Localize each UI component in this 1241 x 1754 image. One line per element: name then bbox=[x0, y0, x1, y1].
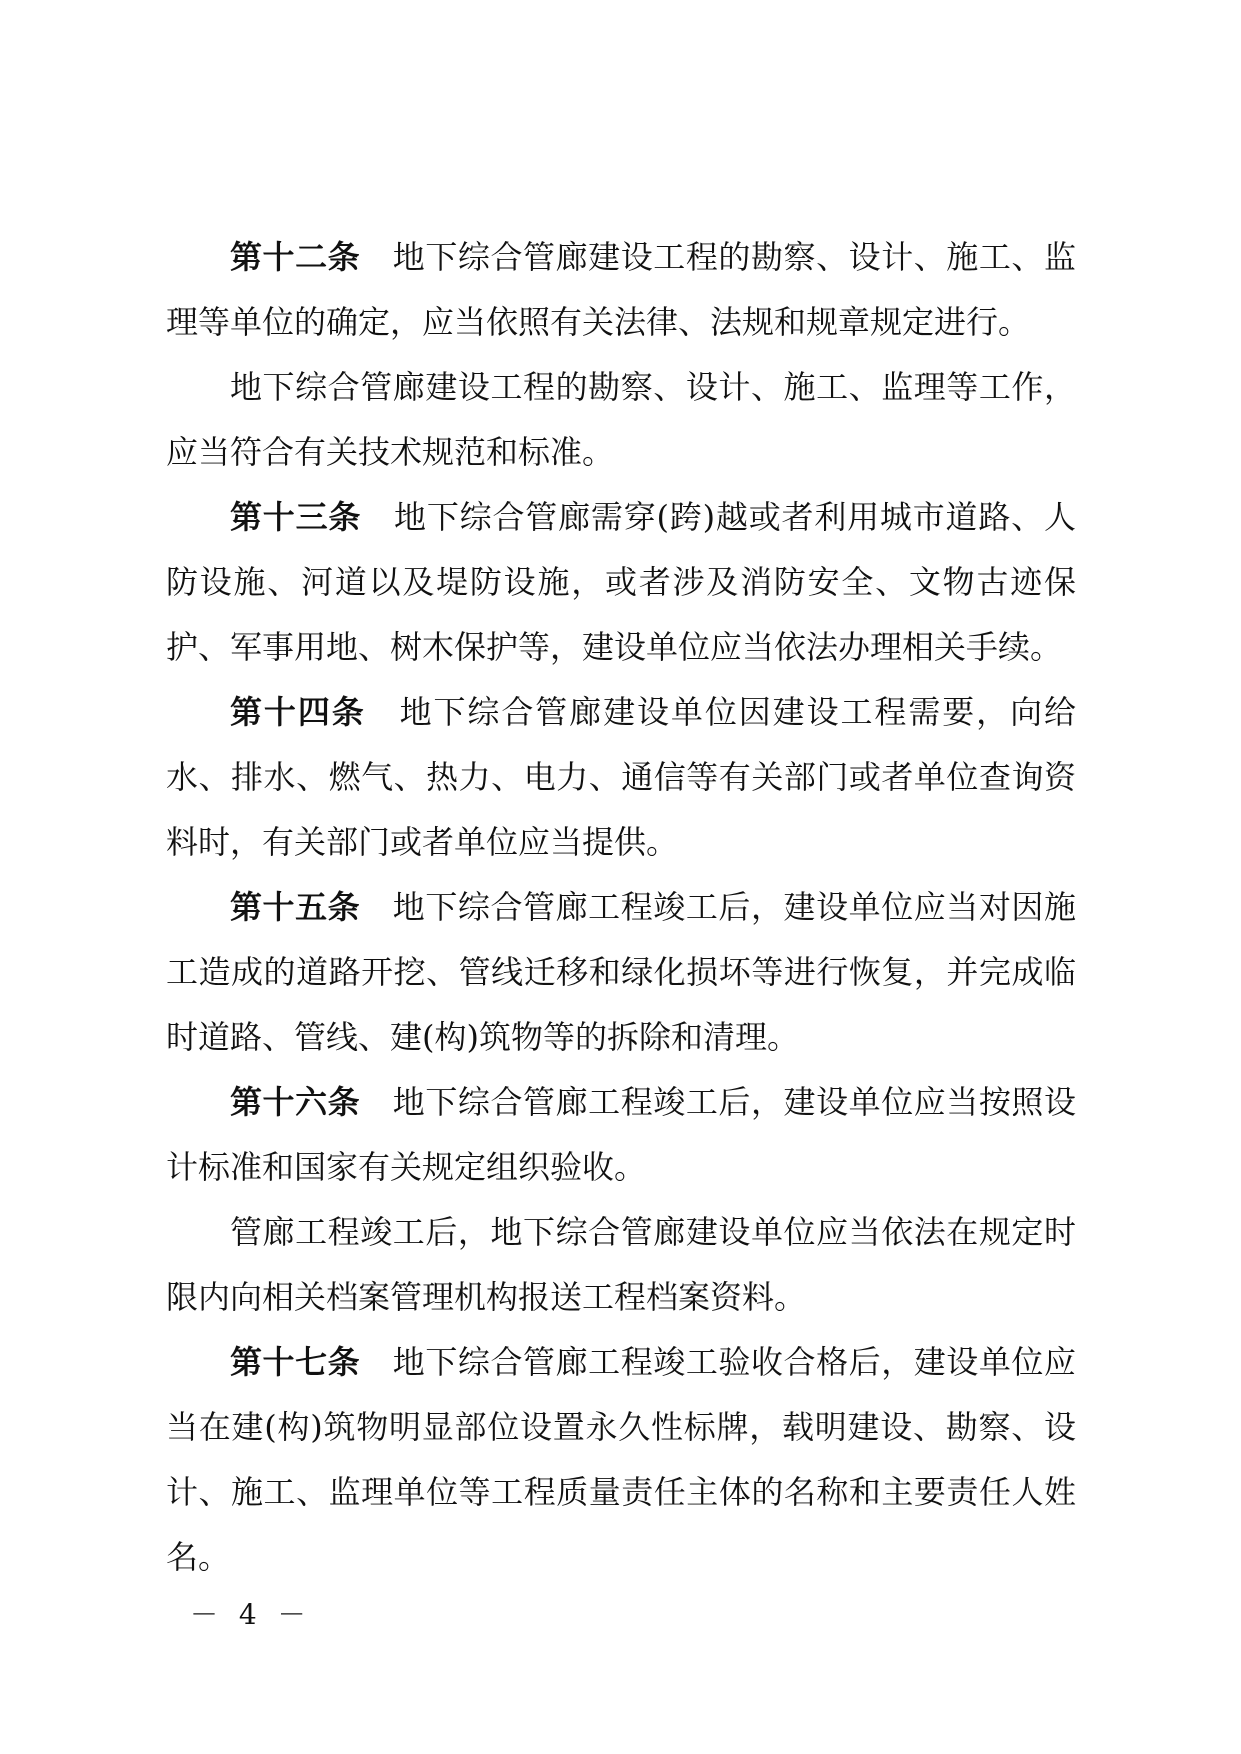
paragraph-text: 地下综合管廊工程竣工后，建设单位应当对因施工造成的道路开挖、管线迁移和绿化损坏等进行恢复，并完成临时道路、管线、建(构)筑物等的拆除和清理。 bbox=[166, 888, 1076, 1056]
paragraph-text: 地下综合管廊建设工程的勘察、设计、施工、监理等工作，应当符合有关技术规范和标准。 bbox=[166, 368, 1076, 471]
article-number: 第十六条 bbox=[230, 1083, 361, 1121]
paragraph-article-14 bbox=[166, 680, 1076, 875]
paragraph-article-13 bbox=[166, 485, 1076, 680]
document-body bbox=[166, 225, 1076, 1590]
page-number: － 4 － bbox=[190, 1598, 312, 1631]
paragraph-article-15 bbox=[166, 875, 1076, 1070]
paragraph-text: 地下综合管廊建设工程的勘察、设计、施工、监理等单位的确定，应当依照有关法律、法规和规章规定进行。 bbox=[166, 238, 1076, 341]
article-number: 第十三条 bbox=[230, 498, 362, 536]
paragraph-article-16-cont bbox=[166, 1200, 1076, 1330]
paragraph-article-12-cont bbox=[166, 355, 1076, 485]
paragraph-text: 地下综合管廊工程竣工后，建设单位应当按照设计标准和国家有关规定组织验收。 bbox=[166, 1083, 1076, 1186]
paragraph-article-17 bbox=[166, 1330, 1076, 1590]
paragraph-article-12 bbox=[166, 225, 1076, 355]
paragraph-text: 地下综合管廊需穿(跨)越或者利用城市道路、人防设施、河道以及堤防设施，或者涉及消防安全、文物古迹保护、军事用地、树木保护等，建设单位应当依法办理相关手续。 bbox=[166, 498, 1076, 666]
article-number: 第十七条 bbox=[230, 1343, 361, 1381]
article-number: 第十二条 bbox=[230, 238, 361, 276]
paragraph-text: 地下综合管廊工程竣工验收合格后，建设单位应当在建(构)筑物明显部位设置永久性标牌，载明建设、勘察、设计、施工、监理单位等工程质量责任主体的名称和主要责任人姓名。 bbox=[166, 1343, 1076, 1576]
article-number: 第十五条 bbox=[230, 888, 361, 926]
paragraph-text: 地下综合管廊建设单位因建设工程需要，向给水、排水、燃气、热力、电力、通信等有关部门或者单位查询资料时，有关部门或者单位应当提供。 bbox=[166, 693, 1076, 861]
paragraph-article-16 bbox=[166, 1070, 1076, 1200]
paragraph-text: 管廊工程竣工后，地下综合管廊建设单位应当依法在规定时限内向相关档案管理机构报送工程档案资料。 bbox=[166, 1213, 1076, 1316]
article-number: 第十四条 bbox=[230, 693, 366, 731]
